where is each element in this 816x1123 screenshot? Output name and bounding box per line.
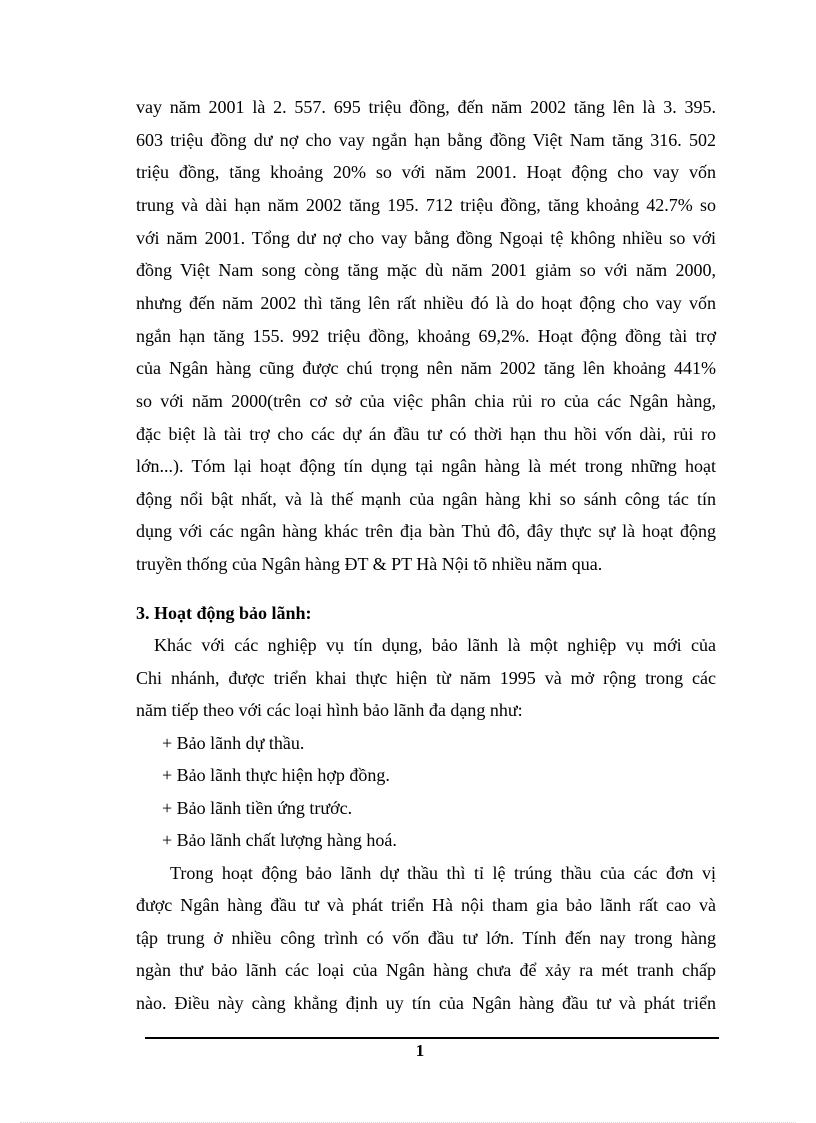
text-line: đồng Việt Nam song còng tăng mặc dù năm 2001 giảm so với năm 2000, [136, 260, 716, 280]
text-line: truyền thống của Ngân hàng ĐT & PT Hà Nội tõ nhiều năm qua. [136, 554, 603, 574]
section-heading: 3. Hoạt động bảo lãnh: [136, 603, 312, 623]
text-line: ngàn thư bảo lãnh các loại của Ngân hàng chưa để xảy ra mét tranh chấp [136, 960, 716, 980]
list-item: + Bảo lãnh thực hiện hợp đồng. [162, 765, 390, 785]
text-line: năm tiếp theo với các loại hình bảo lãnh đa dạng như: [136, 700, 523, 720]
list-item: + Bảo lãnh chất lượng hàng hoá. [162, 830, 397, 850]
text-line: tập trung ở nhiều công trình có vốn đầu tư lớn. Tính đến nay trong hàng [136, 928, 716, 948]
list-item: + Bảo lãnh dự thầu. [162, 733, 305, 753]
text-line: ngắn hạn tăng 155. 992 triệu đồng, khoảng 69,2%. Hoạt động đồng tài trợ [136, 326, 716, 346]
page-number: 1 [415, 1041, 425, 1060]
text-line: so với năm 2000(trên cơ sở của việc phân chia rủi ro của các Ngân hàng, [136, 391, 716, 411]
text-line: đặc biệt là tài trợ cho các dự án đầu tư có thời hạn thu hồi vốn dài, rủi ro [136, 424, 716, 444]
text-line: lớn...). Tóm lại hoạt động tín dụng tại ngân hàng là mét trong những hoạt [136, 456, 716, 476]
text-line: vay năm 2001 là 2. 557. 695 triệu đồng, đến năm 2002 tăng lên là 3. 395. [136, 97, 716, 117]
text-line: 603 triệu đồng dư nợ cho vay ngắn hạn bằng đồng Việt Nam tăng 316. 502 [136, 130, 716, 150]
text-line: Chi nhánh, được triển khai thực hiện từ năm 1995 và mở rộng trong các [136, 668, 716, 688]
text-line: nào. Điều này càng khẳng định uy tín của Ngân hàng đầu tư và phát triển [136, 993, 716, 1013]
footer-divider [145, 1037, 719, 1039]
text-line: Khác với các nghiệp vụ tín dụng, bảo lãnh là một nghiệp vụ mới của [154, 635, 716, 655]
text-line: động nổi bật nhất, và là thế mạnh của ngân hàng khi so sánh công tác tín [136, 489, 716, 509]
text-line: Trong hoạt động bảo lãnh dự thầu thì tỉ lệ trúng thầu của các đơn vị [170, 863, 716, 883]
text-line: dụng với các ngân hàng khác trên địa bàn Thủ đô, đây thực sự là hoạt động [136, 521, 716, 541]
text-line: trung và dài hạn năm 2002 tăng 195. 712 triệu đồng, tăng khoảng 42.7% so [136, 195, 716, 215]
text-line: của Ngân hàng cũng được chú trọng nên năm 2002 tăng lên khoảng 441% [136, 358, 716, 378]
text-line: triệu đồng, tăng khoảng 20% so với năm 2001. Hoạt động cho vay vốn [136, 162, 716, 182]
text-line: nhưng đến năm 2002 thì tăng lên rất nhiều đó là do hoạt động cho vay vốn [136, 293, 716, 313]
text-line: với năm 2001. Tổng dư nợ cho vay bằng đồng Ngoại tệ không nhiều so với [136, 228, 716, 248]
list-item: + Bảo lãnh tiền ứng trước. [162, 798, 353, 818]
text-line: được Ngân hàng đầu tư và phát triển Hà nội tham gia bảo lãnh rất cao và [136, 895, 716, 915]
